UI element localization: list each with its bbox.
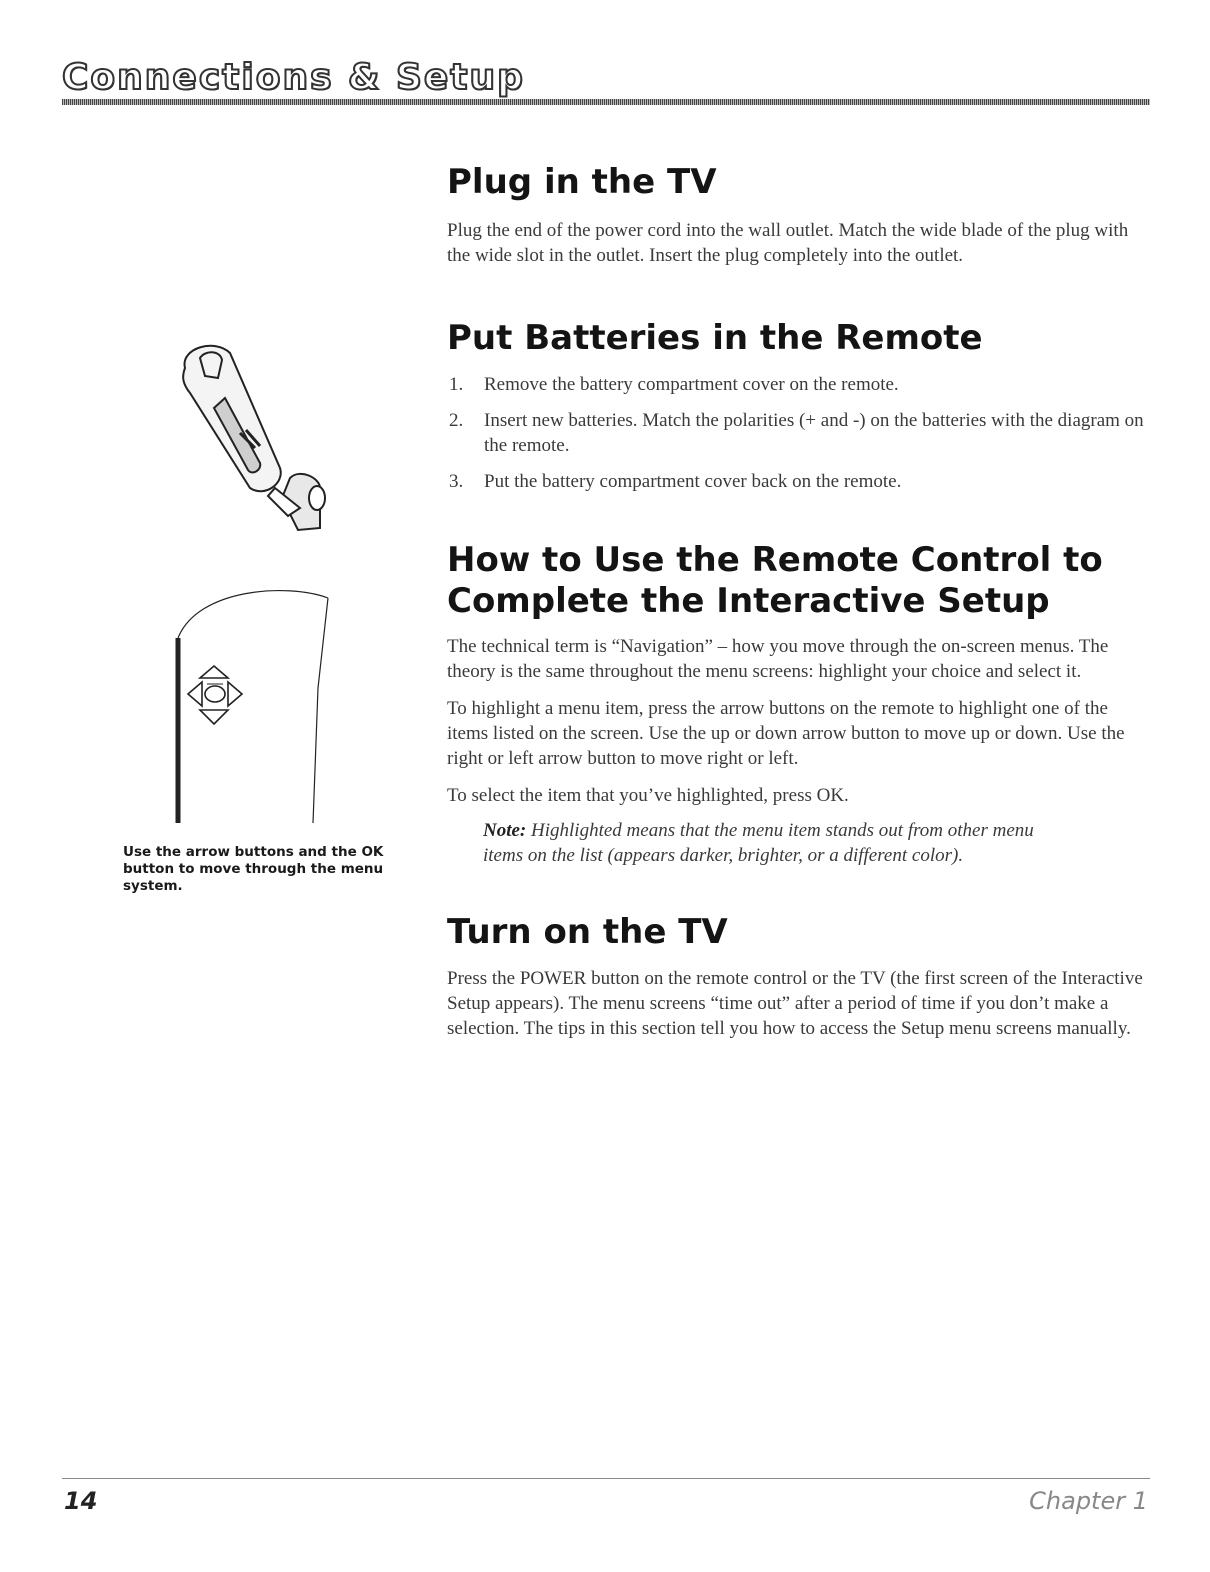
list-item xyxy=(447,408,1150,458)
remote-battery-insert-icon xyxy=(170,338,370,538)
battery-steps-list xyxy=(447,372,1150,494)
page-number: 14 xyxy=(64,1487,98,1515)
note-text xyxy=(483,818,1043,868)
step-number: 3. xyxy=(449,471,464,493)
page-header-title: Connections & Setup xyxy=(62,57,525,98)
heading-plug-in-tv: Plug in the TV xyxy=(447,162,717,202)
plug-body-text: Plug the end of the power cord into the wall outlet. Match the wide blade of the plug with the wide slot in the outlet. Insert the plug completely into the outlet. xyxy=(447,220,1129,267)
footer-rule xyxy=(62,1478,1150,1479)
list-item xyxy=(447,372,1150,397)
navigation-para-2: To highlight a menu item, press the arrow buttons on the remote to highlight one of the items listed on the screen. Use the up or down arrow button to move up or down. Use the right or left arrow button to move right or left. xyxy=(447,697,1125,769)
turn-on-body-text: Press the POWER button on the remote control or the TV (the first screen of the Interactive Setup appears). The menu screens “time out” after a period of time if you don’t make a selection. The tips in this section tell you how to access the Setup menu screens manually. xyxy=(447,967,1143,1039)
step-text: Put the battery compartment cover back on the remote. xyxy=(484,471,902,493)
remote-arrow-pad-icon xyxy=(168,578,343,828)
header-rule xyxy=(62,99,1150,105)
main-content xyxy=(447,162,1150,1041)
heading-navigation: How to Use the Remote Control to Complete the Interactive Setup xyxy=(447,540,1103,622)
heading-turn-on-tv: Turn on the TV xyxy=(447,911,728,952)
step-number: 1. xyxy=(449,374,464,396)
note-label: Note: xyxy=(483,819,527,841)
heading-batteries: Put Batteries in the Remote xyxy=(447,318,983,359)
step-number: 2. xyxy=(449,410,464,432)
navigation-para-1: The technical term is “Navigation” – how you move through the on-screen menus. The theory is the same throughout the menu screens: highlight your choice and select it. xyxy=(447,635,1109,682)
list-item xyxy=(447,469,1150,494)
step-text: Remove the battery compartment cover on the remote. xyxy=(484,374,899,396)
note-body: Highlighted means that the menu item stands out from other menu items on the list (appears darker, brighter, or a different color). xyxy=(483,819,1034,866)
chapter-label: Chapter 1 xyxy=(1029,1487,1148,1515)
navigation-para-3: To select the item that you’ve highlighted, press OK. xyxy=(447,784,849,806)
step-text: Insert new batteries. Match the polarities (+ and -) on the batteries with the diagram on the remote. xyxy=(484,410,1144,457)
illustration-caption: Use the arrow buttons and the OK button to move through the menu system. xyxy=(123,844,384,894)
